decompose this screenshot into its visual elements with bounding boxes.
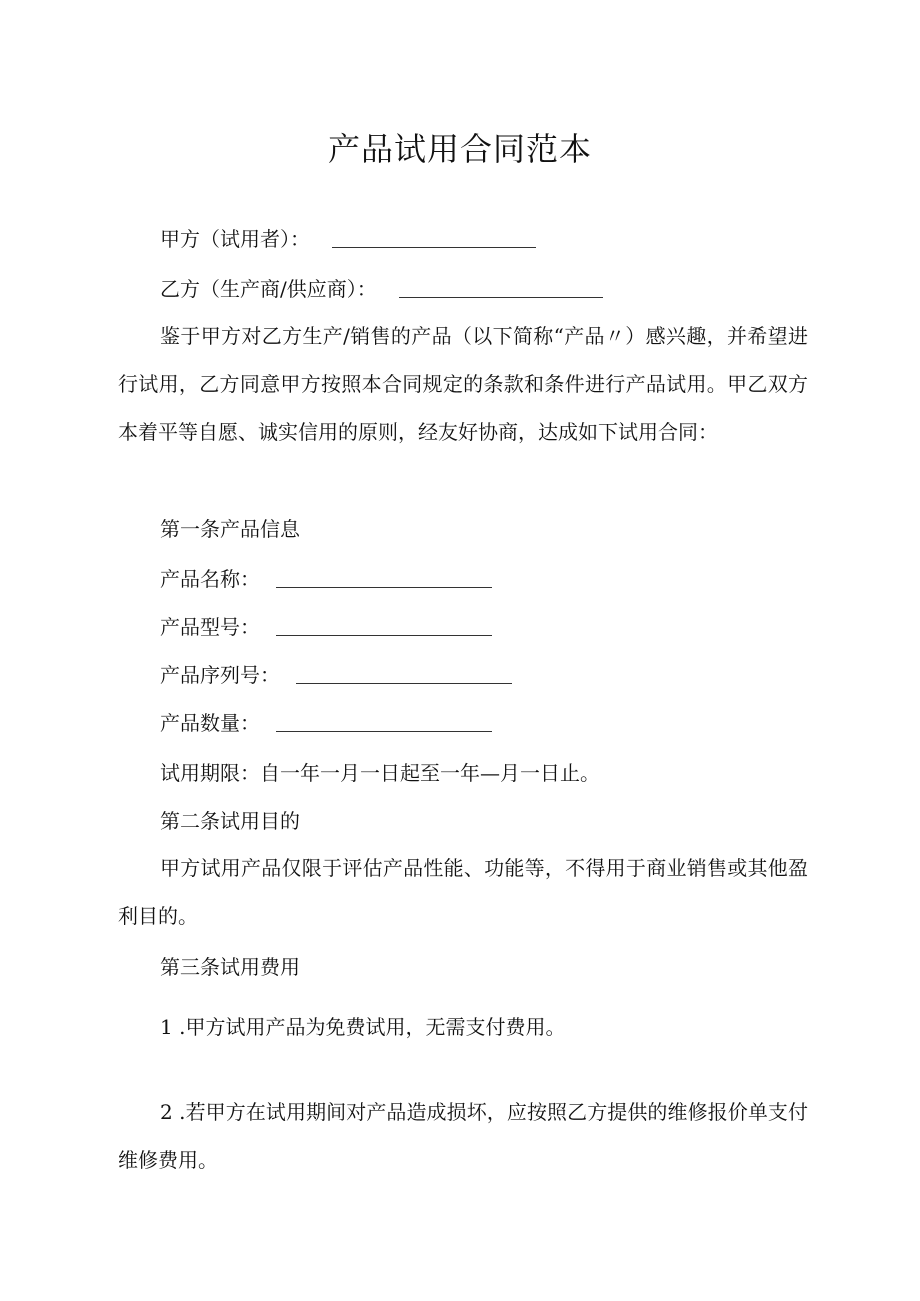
product-model-line	[160, 614, 492, 640]
clause-2: 2 .若甲方在试用期间对产品造成损坏，应按照乙方提供的维修报价单支付维修费用。	[118, 1100, 808, 1172]
party-a-line	[160, 226, 536, 252]
article2-text: 甲方试用产品仅限于评估产品性能、功能等，不得用于商业销售或其他盈利目的。	[118, 856, 808, 928]
intro-paragraph: 鉴于甲方对乙方生产/销售的产品（以下简称“产品〃）感兴趣，并希望进行试用，乙方同意甲方按照本合同规定的条款和条件进行产品试用。甲乙双方本着平等自愿、诚实信用的原则，经友好协商，达成如下试用合同：	[118, 324, 808, 444]
party-a-blank[interactable]	[332, 227, 536, 248]
document-title: 产品试用合同范本	[327, 130, 592, 168]
article3-title: 第三条试用费用	[160, 955, 300, 979]
product-model-blank[interactable]	[276, 615, 492, 636]
product-name-blank[interactable]	[276, 567, 492, 588]
product-name-label: 产品名称：	[160, 567, 260, 591]
product-name-line	[160, 566, 492, 592]
article1-title: 第一条产品信息	[160, 517, 300, 541]
product-qty-blank[interactable]	[276, 711, 492, 732]
product-serial-label: 产品序列号：	[160, 663, 280, 687]
party-b-blank[interactable]	[399, 277, 603, 298]
product-qty-line	[160, 710, 492, 736]
product-qty-label: 产品数量：	[160, 711, 260, 735]
trial-period: 试用期限：自一年一月一日起至一年—月一日止。	[160, 761, 600, 785]
clause-1: 1 .甲方试用产品为免费试用，无需支付费用。	[160, 1015, 566, 1039]
product-serial-blank[interactable]	[296, 663, 512, 684]
party-a-label: 甲方（试用者）：	[160, 227, 310, 251]
product-serial-line	[160, 662, 512, 688]
party-b-label: 乙方（生产商/供应商）：	[160, 277, 377, 301]
article2-title: 第二条试用目的	[160, 809, 300, 833]
party-b-line	[160, 276, 603, 302]
product-model-label: 产品型号：	[160, 615, 260, 639]
